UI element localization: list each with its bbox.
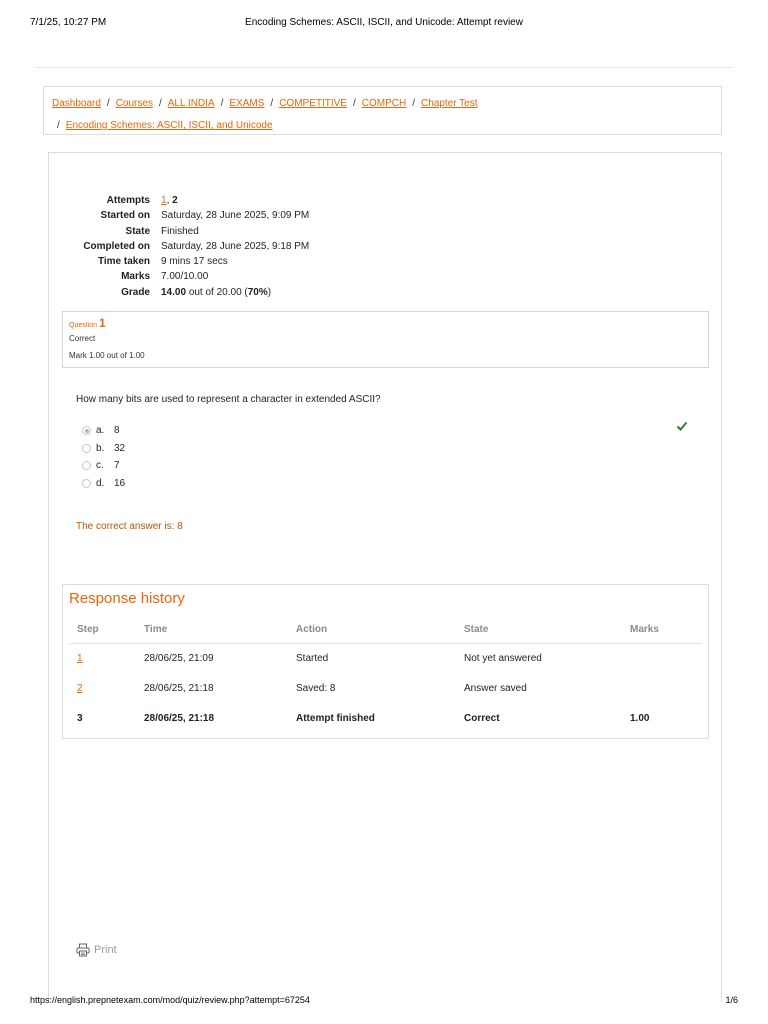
question-text: How many bits are used to represent a character in extended ASCII? — [76, 394, 381, 405]
breadcrumb-separator: / — [270, 98, 274, 109]
row-action: Saved: 8 — [296, 682, 336, 694]
completed-value: Saturday, 28 June 2025, 9:18 PM — [161, 240, 310, 252]
table-row — [69, 673, 702, 703]
attempt-link[interactable]: 1 — [161, 195, 167, 206]
row-state: Not yet answered — [464, 652, 542, 664]
time-taken-value: 9 mins 17 secs — [161, 256, 228, 268]
row-marks — [622, 673, 702, 703]
page-number: 1/6 — [725, 995, 738, 1005]
row-action: Attempt finished — [296, 712, 375, 724]
breadcrumb-all-india[interactable]: ALL INDIA — [167, 98, 215, 109]
print-header — [30, 17, 738, 31]
column-header-marks: Marks — [622, 617, 702, 643]
correct-answer-feedback: The correct answer is: 8 — [76, 521, 183, 532]
option-letter: a. — [96, 425, 105, 437]
radio-unselected[interactable] — [82, 461, 91, 470]
breadcrumb-courses[interactable]: Courses — [115, 98, 153, 109]
divider — [36, 67, 732, 68]
time-taken-label: Time taken — [97, 256, 150, 268]
question-info — [62, 311, 709, 368]
breadcrumb-competitive[interactable]: COMPETITIVE — [279, 98, 347, 109]
question-state: Correct — [69, 334, 96, 343]
question-label: Question — [69, 322, 98, 329]
printer-icon — [76, 943, 90, 957]
column-header-step: Step — [69, 617, 136, 643]
attempt-summary: Attempts 1, 2 Started on Saturday, 28 June 2025, 9:09 PM State Finished Completed on Saturday, 28 June 2025, 9:18 PM Time taken 9 mins 17 secs Marks 7.00/10.00 Grade 14.00 out of 20.00 (70%) — [60, 193, 460, 300]
answer-option-c[interactable] — [82, 457, 125, 475]
grade-score: 14.00 — [161, 286, 187, 298]
breadcrumb-separator: / — [57, 120, 60, 131]
breadcrumb — [43, 86, 722, 135]
option-text: 32 — [114, 442, 126, 454]
response-history — [62, 584, 709, 739]
row-time: 28/06/25, 21:18 — [144, 682, 214, 694]
step-link[interactable]: 2 — [77, 682, 83, 694]
answer-options — [82, 422, 125, 492]
row-step: 3 — [77, 712, 83, 724]
radio-selected[interactable] — [82, 426, 91, 435]
breadcrumb-dashboard[interactable]: Dashboard — [52, 98, 101, 109]
row-marks: 1.00 — [630, 712, 650, 724]
grade-value: 14.00 out of 20.00 (70%) — [161, 286, 272, 298]
answer-option-a[interactable] — [82, 422, 125, 440]
row-state: Answer saved — [464, 682, 527, 694]
started-value: Saturday, 28 June 2025, 9:09 PM — [161, 210, 310, 222]
breadcrumb-compch[interactable]: COMPCH — [361, 98, 407, 109]
state-label: State — [125, 225, 150, 237]
grade-label: Grade — [121, 286, 150, 298]
column-header-action: Action — [288, 617, 456, 643]
breadcrumb-separator: / — [158, 98, 162, 109]
table-row — [69, 643, 702, 673]
current-attempt: 2 — [172, 195, 178, 206]
radio-unselected[interactable] — [82, 444, 91, 453]
grade-outof: out of 20.00 — [188, 286, 242, 298]
option-letter: c. — [96, 460, 104, 472]
radio-unselected[interactable] — [82, 479, 91, 488]
marks-label: Marks — [121, 271, 150, 283]
print-button[interactable] — [76, 943, 117, 957]
question-number-value: 1 — [98, 316, 106, 330]
print-date: 7/1/25, 10:27 PM — [30, 17, 107, 28]
breadcrumb-separator: / — [352, 98, 356, 109]
column-header-time: Time — [136, 617, 288, 643]
row-time: 28/06/25, 21:09 — [144, 652, 214, 664]
option-letter: d. — [96, 478, 105, 490]
breadcrumb-exams[interactable]: EXAMS — [229, 98, 265, 109]
breadcrumb-separator: / — [106, 98, 110, 109]
check-icon — [676, 420, 688, 432]
history-table — [69, 617, 702, 733]
completed-label: Completed on — [83, 240, 150, 252]
started-label: Started on — [100, 210, 150, 222]
row-time: 28/06/25, 21:18 — [144, 712, 215, 724]
option-text: 7 — [114, 460, 120, 472]
grade-percent: 70% — [247, 286, 268, 298]
question-mark: Mark 1.00 out of 1.00 — [69, 351, 145, 360]
breadcrumb-quiz[interactable]: Encoding Schemes: ASCII, ISCII, and Unicode — [65, 120, 273, 131]
row-action: Started — [296, 652, 329, 664]
option-text: 8 — [114, 425, 120, 437]
table-row — [69, 703, 702, 733]
option-letter: b. — [96, 442, 105, 454]
marks-value: 7.00/10.00 — [161, 271, 209, 283]
breadcrumb-separator: / — [220, 98, 224, 109]
page-url: https://english.prepnetexam.com/mod/quiz/review.php?attempt=67254 — [30, 995, 310, 1005]
column-header-state: State — [456, 617, 622, 643]
print-label: Print — [94, 944, 117, 956]
breadcrumb-separator: / — [412, 98, 415, 109]
step-link[interactable]: 1 — [77, 652, 83, 664]
row-marks — [622, 643, 702, 673]
option-text: 16 — [114, 478, 126, 490]
state-value: Finished — [161, 225, 199, 237]
print-title: Encoding Schemes: ASCII, ISCII, and Unicode: Attempt review — [245, 17, 523, 28]
response-history-title: Response history — [69, 590, 185, 607]
answer-option-d[interactable] — [82, 475, 125, 493]
question-number — [69, 316, 702, 330]
attempts-label: Attempts — [106, 195, 150, 206]
breadcrumb-chapter-test[interactable]: Chapter Test — [421, 98, 478, 109]
row-state: Correct — [464, 712, 500, 724]
answer-option-b[interactable] — [82, 440, 125, 458]
